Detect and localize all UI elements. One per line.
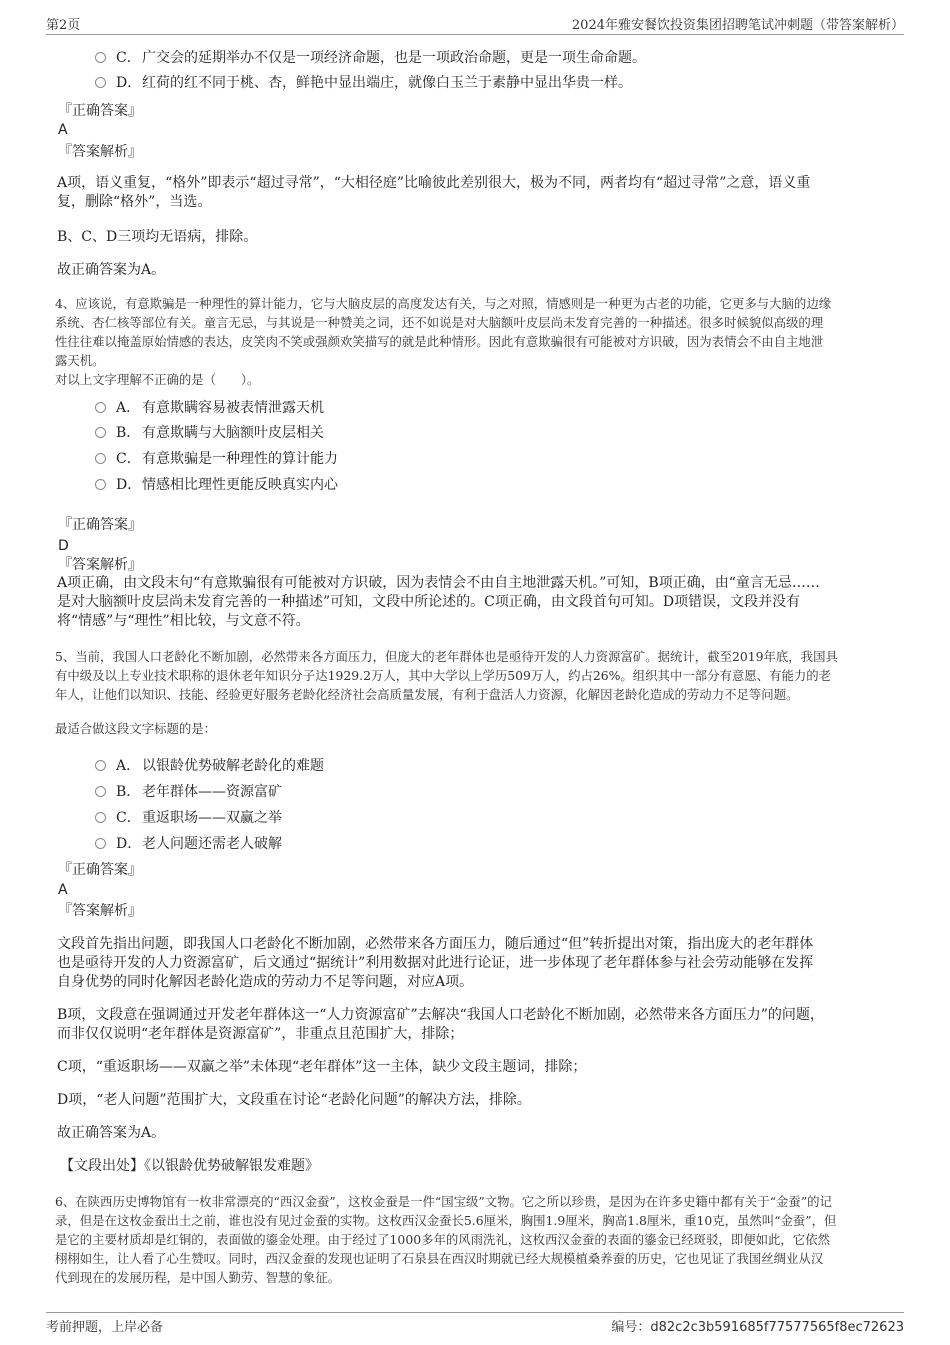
q3-correct-answer: A [58, 122, 68, 138]
q4-analysis: A项正确，由文段末句“有意欺骗很有可能被对方识破，因为表情会不由自主地泄露天机。”可知，B项正确，由“童言无忌…… 是对大脑额叶皮层尚未发育完善的一种描述”可知，文段中所论述的。C项正确，由文段首句可知。D项错误，文段并没有 将“情感”与“理性”相比较，与文意不符。 [57, 575, 820, 629]
q6-stem: 6、在陕西历史博物馆有一枚非常漂亮的“西汉金蚕”，这枚金蚕是一件“国宝级”文物。它之所以珍贵，是因为在许多史籍中都有关于“金蚕”的记 录，但是在这枚金蚕出土之前，谁也没有见过金蚕的实物。这枚西汉金蚕长5.6厘米，胸围1.9厘米，胸高1.8厘米，重10克，虽然叫“金蚕”，但 是它的主要材质却是红铜的，表面做的鎏金处理。由于经过了1000多年的风雨洗礼，这枚西汉金蚕的表面的鎏金已经斑驳，即便如此，它依然 栩栩如生，让人看了心生赞叹。同时，西汉金蚕的发现也证明了石泉县在西汉时期就已经大规模植桑养蚕的历史，它也见证了我国丝绸业从汉 代到现在的发展历程，是中国人勤劳、智慧的象征。 [55, 1194, 837, 1285]
radio-icon[interactable] [95, 427, 106, 438]
radio-icon[interactable] [95, 52, 106, 63]
q5-conclusion: 故正确答案为A。 [57, 1125, 166, 1141]
q4-option-c[interactable]: C．有意欺骗是一种理性的算计能力 [95, 449, 338, 469]
q4-option-d[interactable]: D．情感相比理性更能反映真实内心 [95, 475, 338, 495]
page-footer [46, 1312, 904, 1335]
q4-option-a[interactable]: A． 有意欺瞒容易被表情泄露天机 [95, 398, 324, 418]
radio-icon[interactable] [95, 479, 106, 490]
q4-correct-answer: D [58, 538, 69, 554]
radio-icon[interactable] [95, 760, 106, 771]
radio-icon[interactable] [95, 453, 106, 464]
q4-option-b[interactable]: B． 有意欺瞒与大脑额叶皮层相关 [95, 423, 324, 443]
q5-question: 最适合做这段文字标题的是： [55, 721, 217, 736]
q3-correct-label: 『正确答案』 [58, 103, 142, 119]
q3-analysis-bcd: B、C、D三项均无语病，排除。 [57, 229, 258, 245]
q5-correct-answer: A [58, 882, 68, 898]
q4-stem: 4、应该说，有意欺骗是一种理性的算计能力，它与大脑皮层的高度发达有关，与之对照，情感则是一种更为古老的功能，它更多与大脑的边缘 系统、杏仁核等部位有关。童言无忌，与其说是一种赞美之词，还不如说是对大脑额叶皮层尚未发育完善的一种描述。很多时候貌似高级的理 性往往难以掩盖原始情感的表达，皮笑肉不笑或强颜欢笑描写的就是此种情形。因此有意欺骗很有可能被对方识破，因为表情会不由自主地泄 露天机。 对以上文字理解不正确的是（ ）。 [55, 296, 832, 387]
q3-analysis-a: A项，语义重复，“格外”即表示“超过寻常”，“大相径庭”比喻彼此差别很大，极为不同，两者均有“超过寻常”之意，语义重 复，删除“格外”，当选。 [57, 175, 811, 210]
radio-icon[interactable] [95, 838, 106, 849]
q3-option-c[interactable]: C．广交会的延期举办不仅是一项经济命题，也是一项政治命题，更是一项生命命题。 [95, 48, 646, 68]
q5-analysis-c: C项，“重返职场——双赢之举”未体现“老年群体”这一主体，缺少文段主题词，排除； [57, 1059, 587, 1075]
q5-option-b[interactable]: B． 老年群体——资源富矿 [95, 782, 282, 802]
q5-option-d[interactable]: D．老人问题还需老人破解 [95, 834, 282, 854]
q5-analysis-intro: 文段首先指出问题，即我国人口老龄化不断加剧，必然带来各方面压力，随后通过“但”转折提出对策，指出庞大的老年群体 也是亟待开发的人力资源富矿，后文通过“据统计”利用数据对此进行论证，进一步体现了老年群体参与社会劳动能够在发挥 自身优势的同时化解因老龄化造成的劳动力不足等问题，对应A项。 [57, 936, 814, 990]
q5-analysis-label: 『答案解析』 [58, 903, 142, 919]
page-number: 第2页 [46, 18, 81, 33]
page-header [46, 14, 904, 35]
q3-analysis-label: 『答案解析』 [58, 144, 142, 160]
q5-stem: 5、当前，我国人口老龄化不断加剧，必然带来各方面压力，但庞大的老年群体也是亟待开发的人力资源富矿。据统计，截至2019年底，我国具 有中级及以上专业技术职称的退休老年知识分子达1929.2万人，其中大学以上学历509万人，约占26%。组织其中一部分有意愿、有能力的老 年人，让他们以知识、技能、经验更好服务老龄化经济社会高质量发展，有利于盘活人力资源，化解因老龄化造成的劳动力不足等问题。 [55, 649, 838, 702]
radio-icon[interactable] [95, 786, 106, 797]
radio-icon[interactable] [95, 402, 106, 413]
q3-conclusion: 故正确答案为A。 [57, 262, 166, 278]
q4-correct-label: 『正确答案』 [58, 517, 142, 533]
q3-option-d[interactable]: D．红荷的红不同于桃、杏，鲜艳中显出端庄，就像白玉兰于素静中显出华贵一样。 [95, 73, 632, 93]
document-title: 2024年雅安餐饮投资集团招聘笔试冲刺题（带答案解析） [571, 18, 904, 33]
q5-option-a[interactable]: A． 以银龄优势破解老龄化的难题 [95, 756, 324, 776]
radio-icon[interactable] [95, 77, 106, 88]
q5-option-c[interactable]: C．重返职场——双赢之举 [95, 808, 282, 828]
document-code: 编号：d82c2c3b591685f77577565f8ec72623 [611, 1320, 904, 1335]
q5-source: 【文段出处】《以银龄优势破解银发难题》 [60, 1158, 319, 1174]
footer-slogan: 考前押题，上岸必备 [46, 1320, 164, 1335]
radio-icon[interactable] [95, 812, 106, 823]
q5-analysis-d: D项，“老人问题”范围扩大，文段重在讨论“老龄化问题”的解决方法，排除。 [57, 1092, 531, 1108]
q5-analysis-b: B项，文段意在强调通过开发老年群体这一“人力资源富矿”去解决“我国人口老龄化不断加剧，必然带来各方面压力”的问题， 而非仅仅说明“老年群体是资源富矿”，非重点且范围扩大，排除； [57, 1007, 824, 1042]
q4-analysis-label: 『答案解析』 [58, 557, 142, 573]
q5-correct-label: 『正确答案』 [58, 862, 142, 878]
